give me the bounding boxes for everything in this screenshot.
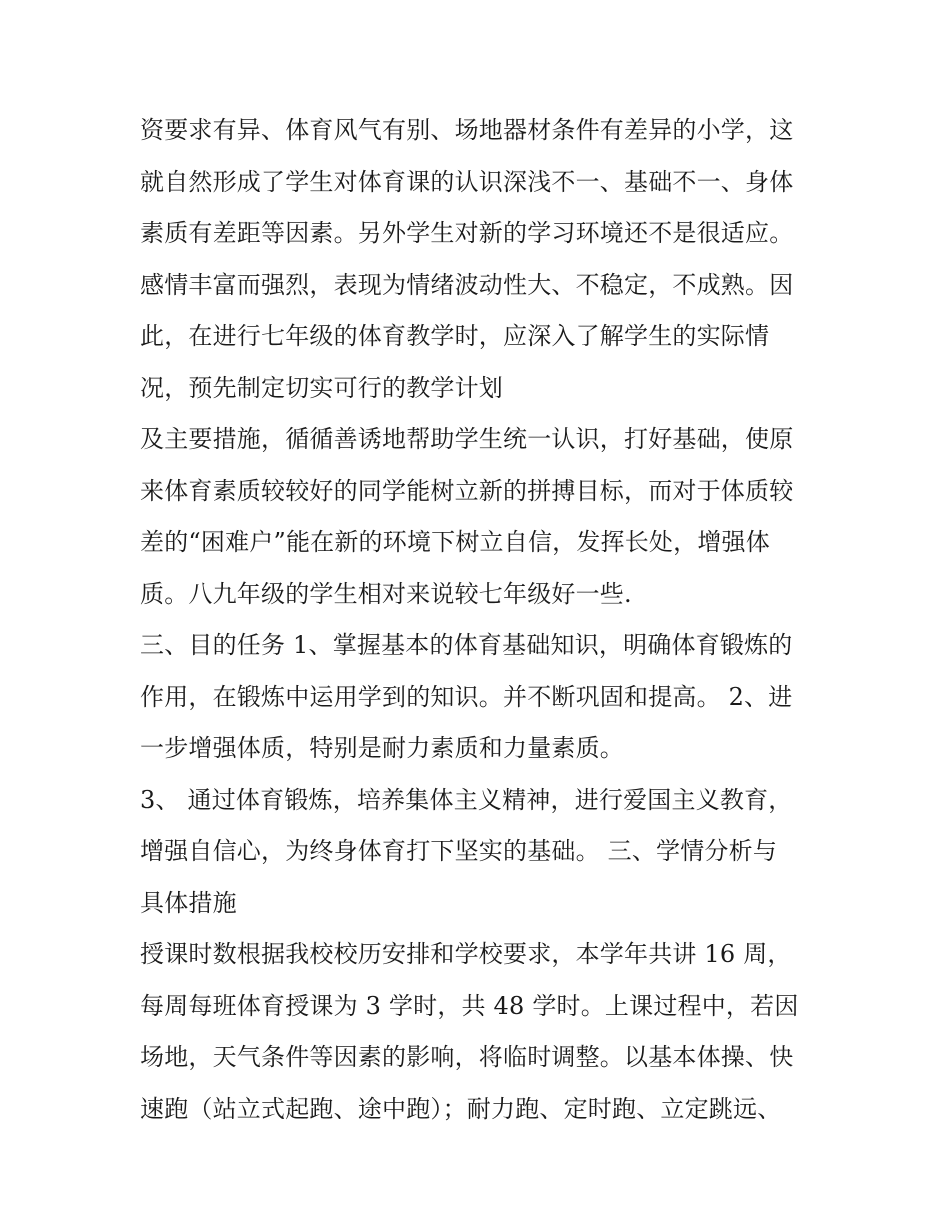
body-text — [140, 105, 820, 1135]
text-line: 此，在进行七年级的体育教学时，应深入了解学生的实际情 — [140, 322, 770, 350]
text-line: 一步增强体质，特别是耐力素质和力量素质。 — [140, 734, 624, 762]
text-line: 作用，在锻炼中运用学到的知识。并不断巩固和提高。 2、进 — [140, 682, 793, 711]
text-line: 资要求有异、体育风气有别、场地器材条件有差异的小学，这 — [140, 116, 794, 144]
text-line: 具体措施 — [140, 888, 237, 917]
text-line: 况，预先制定切实可行的教学计划 — [140, 373, 503, 402]
text-line: 差的“困难户”能在新的环境下树立自信，发挥长处，增强体 — [140, 528, 770, 556]
text-line: 增强自信心，为终身体育打下坚实的基础。 三、学情分析与 — [140, 837, 778, 865]
text-line: 3、 通过体育锻炼，培养集体主义精神，进行爱国主义教育， — [140, 785, 793, 814]
text-line: 来体育素质较较好的同学能树立新的拼搏目标，而对于体质较 — [140, 476, 794, 505]
text-line: 场地，天气条件等因素的影响，将临时调整。以基本体操、快 — [140, 1043, 794, 1071]
text-line: 速跑（站立式起跑、途中跑）；耐力跑、定时跑、立定跳远、 — [140, 1094, 782, 1123]
text-line: 感情丰富而强烈，表现为情绪波动性大、不稳定，不成熟。因 — [140, 270, 794, 299]
text-line: 及主要措施，循循善诱地帮助学生统一认识，打好基础，使原 — [140, 425, 794, 453]
text-line: 每周每班体育授课为 3 学时，共 48 学时。上课过程中，若因 — [140, 991, 799, 1020]
text-line: 三、目的任务 1、掌握基本的体育基础知识，明确体育锻炼的 — [140, 631, 793, 659]
text-line: 授课时数根据我校校历安排和学校要求，本学年共讲 16 周， — [140, 940, 792, 968]
text-line: 就自然形成了学生对体育课的认识深浅不一、基础不一、身体 — [140, 167, 794, 196]
text-line: 素质有差距等因素。另外学生对新的学习环境还不是很适应。 — [140, 219, 794, 247]
text-line: 质。八九年级的学生相对来说较七年级好一些. — [140, 579, 632, 608]
